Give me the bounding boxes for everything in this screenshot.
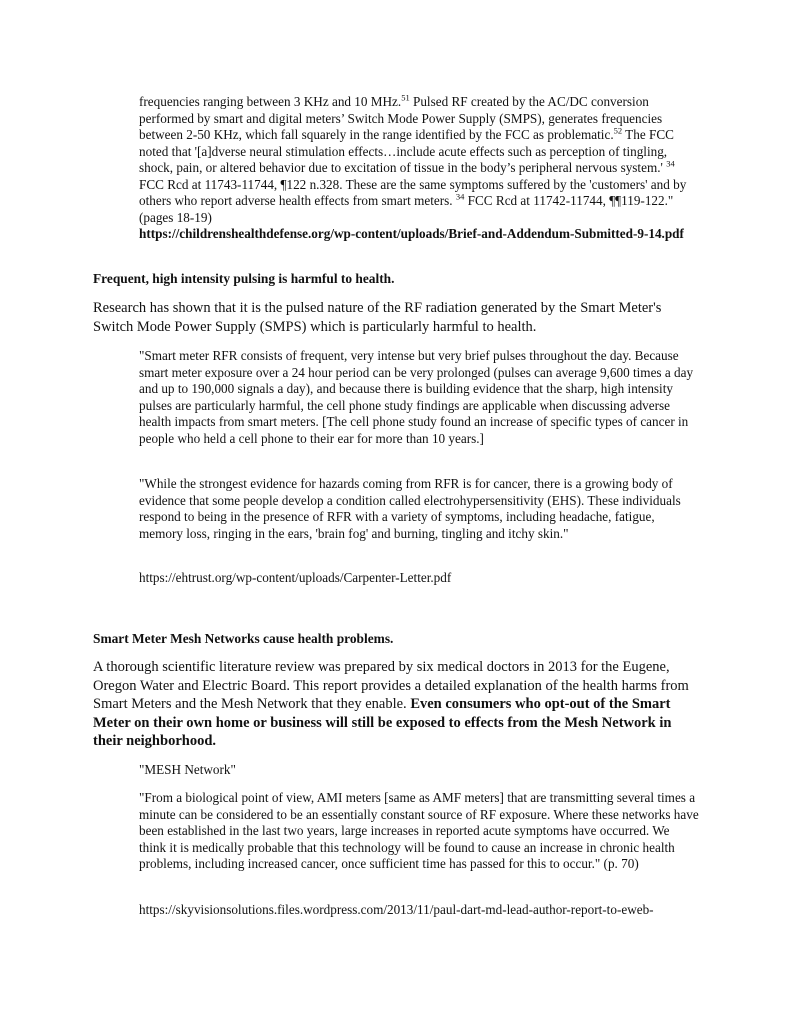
quote-title-mesh: "MESH Network" <box>139 762 236 777</box>
section-body-pulsing: Research has shown that it is the pulsed nature of the RF radiation generated by the Smart Meter's Switch Mode Power Supply (SMPS) which is particularly harmful to health. <box>93 300 662 335</box>
footnote-marker: 51 <box>401 92 410 103</box>
footnote-marker: 34 <box>455 191 465 202</box>
quote-text: FCC Rcd at 11742-11744, ¶¶119-122." (pages 18-19) <box>139 193 674 225</box>
quote-text: FCC Rcd at 11743-11744, ¶122 n.328. These are the same symptoms suffered by the 'customers' and by others who report adverse health effects from smart meters. <box>139 176 687 208</box>
footnote-marker: 34 <box>666 158 675 169</box>
quote-smart-meter-rfr: "Smart meter RFR consists of frequent, very intense but very brief pulses throughout the day. Because smart meter exposure over a 24 hour period can be very prolonged (pulses can average 9,600 times a day and up to 190,000 signals a day), and because there is building evidence that the sharp, high intensity pulses are particularly harmful, the cell phone study findings are applicable when discussing adverse health impacts from smart meters. [The cell phone study found an increase of specific types of cancer in people who held a cell phone to their ear for more than 10 years.] <box>139 348 694 446</box>
quote-text: frequencies ranging between 3 KHz and 10 MHz. <box>139 94 402 109</box>
quote-ehs: "While the strongest evidence for hazards coming from RFR is for cancer, there is a growing body of evidence that some people develop a condition called electrohypersensitivity (EHS). These individuals respond to being in the presence of RFR with a variety of symptoms, including headache, fatigue, memory loss, ringing in the ears, 'brain fog' and burning, tingling and itchy skin." <box>139 476 681 541</box>
section-heading-pulsing: Frequent, high intensity pulsing is harmful to health. <box>93 271 395 286</box>
footnote-marker: 52 <box>613 125 623 136</box>
source-link-childrenshealthdefense[interactable]: https://childrenshealthdefense.org/wp-content/uploads/Brief-and-Addendum-Submitted-9-14.pdf <box>139 226 684 241</box>
quote-text: The FCC noted that '[a]dverse neural stimulation effects…include acute effects such as perception of tingling, shock, pain, or altered behavior due to excitation of tissue in the body’s peripheral nervous system.' <box>139 127 674 175</box>
body-text: A thorough scientific literature review was prepared by six medical doctors in 2013 for the Eugene, Oregon Water and Electric Board. This report provides a detailed explanation of the health harms from Smart Meters and the Mesh Network that they enable. <box>93 659 689 712</box>
section-body-mesh <box>93 658 703 751</box>
section-heading-mesh: Smart Meter Mesh Networks cause health problems. <box>93 631 394 646</box>
source-link-skyvision[interactable]: https://skyvisionsolutions.files.wordpress.com/2013/11/paul-dart-md-lead-author-report-to-eweb- <box>139 902 654 917</box>
body-text-emphasis: Even consumers who opt-out of the Smart Meter on their own home or business will still be exposed to effects from the Mesh Network in their neighborhood. <box>93 696 672 749</box>
quote-mesh-network: "From a biological point of view, AMI meters [same as AMF meters] that are transmitting several times a minute can be considered to be an essentially constant source of RF exposure. Where these networks have been established in the last two years, large increases in reported acute symptoms have occurred. We think it is medically probable that this technology will be found to cause an increase in chronic health problems, including increased cancer, once sufficient time has passed for this to occur." (p. 70) <box>139 790 699 871</box>
source-link-ehtrust[interactable]: https://ehtrust.org/wp-content/uploads/Carpenter-Letter.pdf <box>139 570 452 585</box>
quote-text: Pulsed RF created by the AC/DC conversion performed by smart and digital meters’ Switch Mode Power Supply (SMPS), generates frequencies between 2-50 KHz, which fall squarely in the range identified by the FCC as problematic. <box>139 94 663 142</box>
quote-fcc-excerpt <box>139 94 699 243</box>
